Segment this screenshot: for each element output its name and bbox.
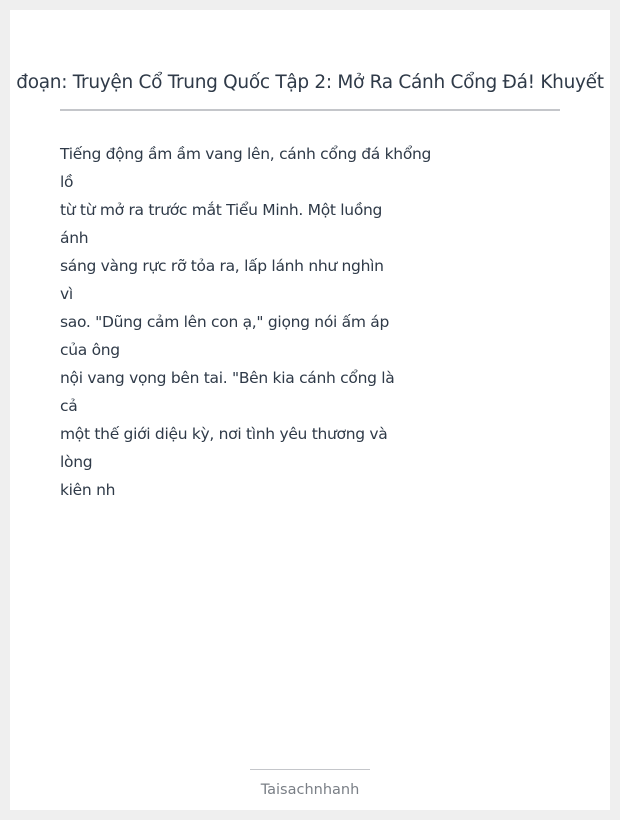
text-line: sao. "Dũng cảm lên con ạ," giọng nói ấm áp — [60, 313, 390, 331]
text-line: Tiếng động ầm ầm vang lên, cánh cổng đá khổng — [60, 145, 432, 163]
text-line: kiên nh — [60, 481, 116, 499]
text-line: cả — [60, 397, 78, 415]
story-text — [60, 140, 440, 504]
title-divider — [60, 109, 560, 111]
page-title: đoạn: Truyện Cổ Trung Quốc Tập 2: Mở Ra Cánh Cổng Đá! Khuyết — [16, 72, 604, 93]
text-line: từ từ mở ra trước mắt Tiểu Minh. Một luồng — [60, 201, 383, 219]
text-line: một thế giới diệu kỳ, nơi tình yêu thương và — [60, 425, 388, 443]
footer-brand: Taisachnhanh — [260, 782, 360, 798]
page-card — [10, 10, 610, 810]
text-line: ánh — [60, 229, 89, 247]
text-line: lòng — [60, 453, 93, 471]
footer-divider — [250, 769, 370, 770]
text-line: vì — [60, 285, 73, 303]
text-line: nội vang vọng bên tai. "Bên kia cánh cổng là — [60, 369, 395, 387]
text-line: của ông — [60, 341, 120, 359]
text-line: sáng vàng rực rỡ tỏa ra, lấp lánh như nghìn — [60, 257, 384, 275]
text-line: lồ — [60, 173, 74, 191]
